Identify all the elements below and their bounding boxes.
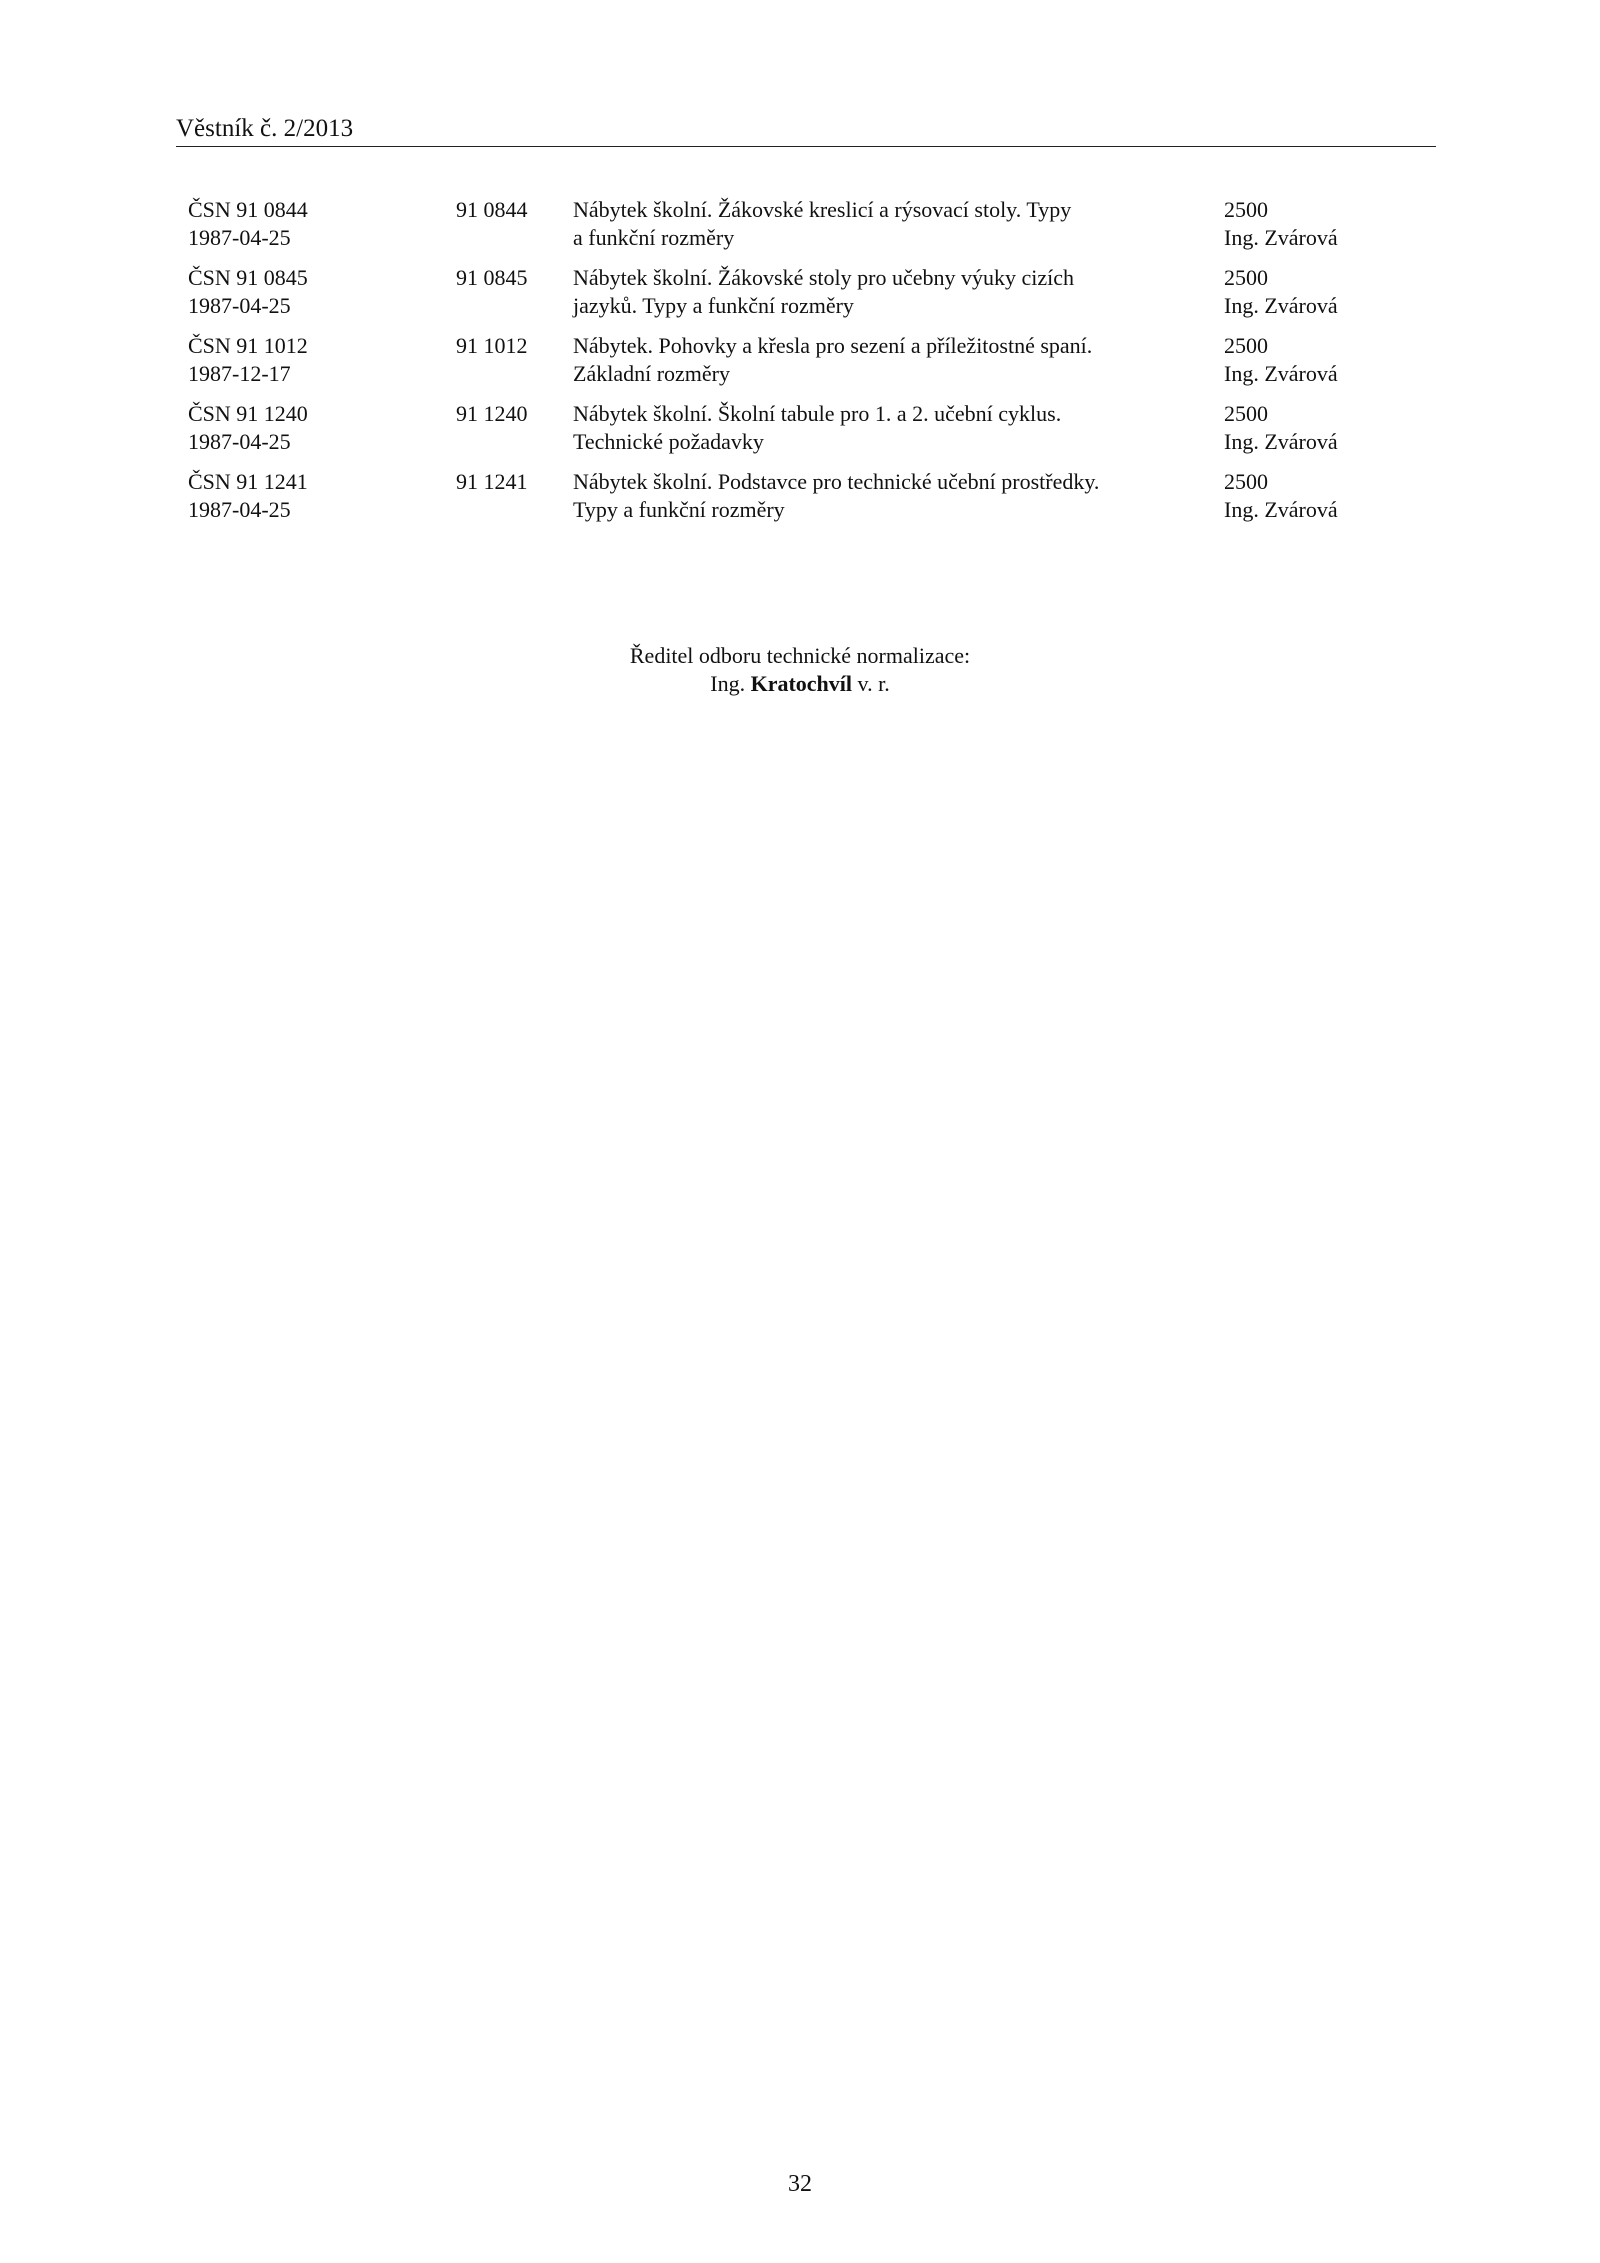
- class-column: [456, 468, 528, 496]
- title-column: [573, 332, 1092, 388]
- standard-record: [188, 196, 1388, 264]
- designation-column: [188, 196, 308, 252]
- standard-record: [188, 332, 1388, 400]
- designation-column: [188, 264, 308, 320]
- signatory-role: Ředitel odboru technické normalizace:: [629, 643, 971, 668]
- signatory-suffix: v. r.: [857, 671, 890, 696]
- standard-title-line: a funkční rozměry: [573, 225, 735, 250]
- title-column: [573, 264, 1074, 320]
- standard-designation: ČSN 91 0845: [188, 265, 308, 290]
- contact-name: Ing. Zvárová: [1224, 361, 1338, 386]
- class-code: 91 1241: [456, 469, 528, 494]
- signatory-prefix: Ing.: [710, 671, 746, 696]
- standard-date: 1987-12-17: [188, 361, 291, 386]
- publication-title: Věstník č. 2/2013: [176, 115, 354, 142]
- price-value: 2500: [1224, 469, 1268, 494]
- price-column: [1224, 264, 1338, 320]
- price-value: 2500: [1224, 401, 1268, 426]
- designation-column: [188, 400, 308, 456]
- contact-name: Ing. Zvárová: [1224, 225, 1338, 250]
- designation-column: [188, 468, 308, 524]
- title-column: [573, 468, 1099, 524]
- class-code: 91 1012: [456, 333, 528, 358]
- standard-date: 1987-04-25: [188, 293, 291, 318]
- price-value: 2500: [1224, 197, 1268, 222]
- standard-title-line: Nábytek. Pohovky a křesla pro sezení a příležitostné spaní.: [573, 333, 1093, 358]
- class-column: [456, 400, 528, 428]
- price-column: [1224, 332, 1338, 388]
- standard-title-line: Základní rozměry: [573, 361, 730, 386]
- standard-designation: ČSN 91 1240: [188, 401, 308, 426]
- standard-title-line: Nábytek školní. Podstavce pro technické učební prostředky.: [573, 469, 1100, 494]
- standard-title-line: Typy a funkční rozměry: [573, 497, 785, 522]
- title-column: [573, 196, 1071, 252]
- title-column: [573, 400, 1061, 456]
- designation-column: [188, 332, 308, 388]
- class-column: [456, 332, 528, 360]
- signatory-line: [0, 670, 1600, 698]
- price-value: 2500: [1224, 333, 1268, 358]
- contact-name: Ing. Zvárová: [1224, 293, 1338, 318]
- standard-title-line: jazyků. Typy a funkční rozměry: [573, 293, 854, 318]
- standard-date: 1987-04-25: [188, 429, 291, 454]
- standard-date: 1987-04-25: [188, 497, 291, 522]
- price-column: [1224, 468, 1338, 524]
- class-code: 91 0844: [456, 197, 528, 222]
- standard-record: [188, 400, 1388, 468]
- price-column: [1224, 400, 1338, 456]
- standards-list: [188, 196, 1388, 536]
- page-number: 32: [788, 2171, 812, 2197]
- signatory-name: Kratochvíl: [750, 671, 853, 696]
- standard-record: [188, 468, 1388, 536]
- class-column: [456, 196, 528, 224]
- standard-date: 1987-04-25: [188, 225, 291, 250]
- class-column: [456, 264, 528, 292]
- price-column: [1224, 196, 1338, 252]
- contact-name: Ing. Zvárová: [1224, 429, 1338, 454]
- standard-title-line: Nábytek školní. Školní tabule pro 1. a 2. učební cyklus.: [573, 401, 1062, 426]
- contact-name: Ing. Zvárová: [1224, 497, 1338, 522]
- standard-title-line: Nábytek školní. Žákovské stoly pro učebny výuky cizích: [573, 265, 1075, 290]
- standard-designation: ČSN 91 1241: [188, 469, 308, 494]
- standard-title-line: Nábytek školní. Žákovské kreslicí a rýsovací stoly. Typy: [573, 197, 1072, 222]
- standard-designation: ČSN 91 1012: [188, 333, 308, 358]
- class-code: 91 0845: [456, 265, 528, 290]
- price-value: 2500: [1224, 265, 1268, 290]
- standard-designation: ČSN 91 0844: [188, 197, 308, 222]
- standard-record: [188, 264, 1388, 332]
- signature-block: [0, 642, 1600, 698]
- class-code: 91 1240: [456, 401, 528, 426]
- page-header: [176, 112, 1436, 147]
- standard-title-line: Technické požadavky: [573, 429, 764, 454]
